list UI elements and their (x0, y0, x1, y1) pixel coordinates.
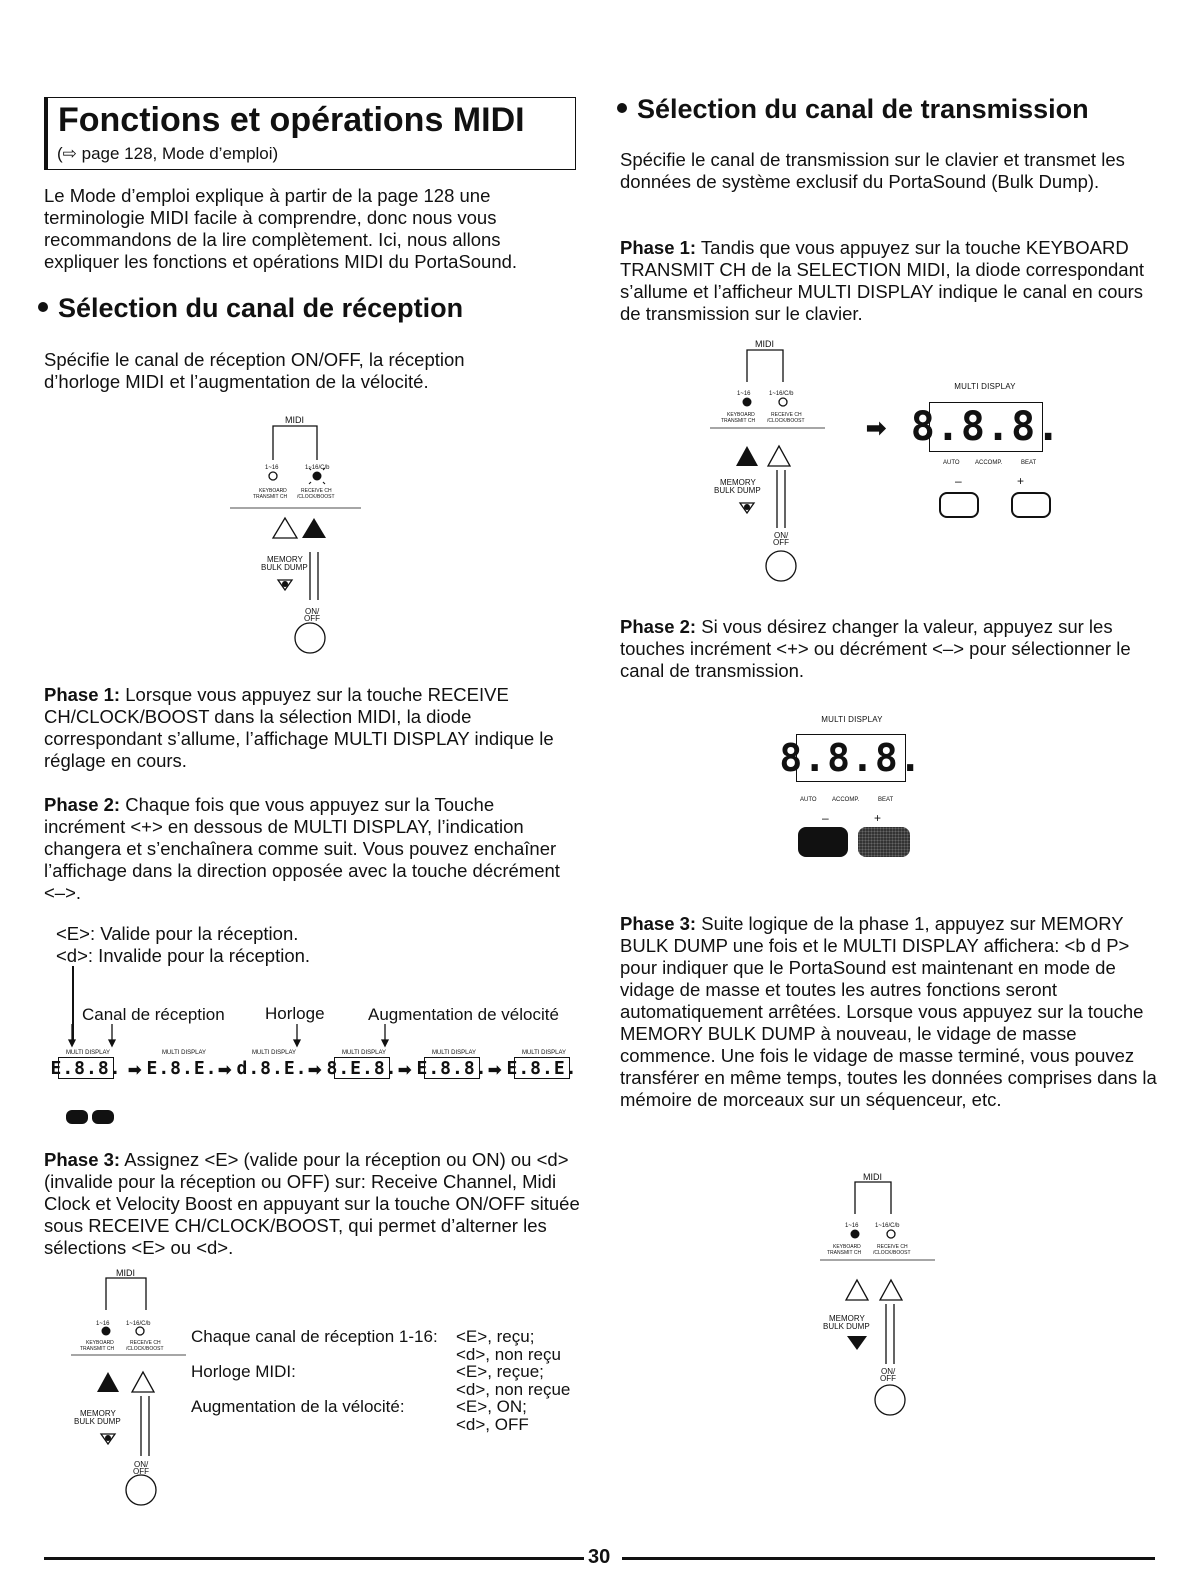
beat-label: BEAT (878, 797, 894, 803)
multi-display-caption: MULTI DISPLAY (431, 1050, 477, 1056)
section-transmission-description: Spécifie le canal de transmission sur le clavier et transmet les données de système exclusif du PortaSound (Bulk Dump). (620, 149, 1125, 192)
bulk-dump-label: BULK DUMP (714, 486, 761, 495)
receive-ch-label: RECEIVE CH (877, 1244, 908, 1250)
midi-panel-diagram-onoff (66, 1266, 191, 1516)
on-label: ON/ (134, 1460, 149, 1469)
midi-label: MIDI (755, 339, 774, 349)
plus-label: + (1017, 474, 1025, 488)
keyboard-label: KEYBOARD (86, 1340, 114, 1346)
sequence-display-5 (416, 1050, 488, 1079)
lcd-readout: E.8.8. (416, 1057, 488, 1079)
intro-paragraph: Le Mode d’emploi explique à partir de la page 128 une terminologie MIDI facile à comprendre, donc nous vous recommandons de la lire complètement. Ici, nous allons expliquer les fonctions et opérations MIDI du PortaSound. (44, 185, 518, 272)
multi-display-caption: MULTI DISPLAY (821, 715, 883, 724)
lcd-readout: d.8.E. (236, 1057, 308, 1079)
multi-display-caption: MULTI DISPLAY (954, 382, 1016, 391)
multi-display-caption: MULTI DISPLAY (341, 1050, 387, 1056)
clock-boost-label: /CLOCK/BOOST (767, 418, 805, 424)
phase3-label: Phase 3: (620, 913, 697, 934)
lcd-readout: E.8.E. (506, 1057, 578, 1079)
left-phase2 (44, 794, 574, 904)
arrow-right-icon: ➡ (128, 1062, 142, 1079)
midi-label: MIDI (285, 415, 304, 425)
label-augmentation: Augmentation de vélocité (368, 1005, 559, 1024)
right-phase3 (620, 913, 1160, 1111)
clock-boost-label: /CLOCK/BOOST (297, 494, 335, 500)
invalid-d-note: <d>: Invalide pour la réception. (56, 945, 311, 966)
valid-e-note: <E>: Valide pour la réception. (56, 923, 299, 944)
reception-table-row-1-v2: <d>, non reçu (456, 1345, 561, 1364)
title-box (44, 97, 576, 170)
increment-button[interactable] (1011, 492, 1051, 518)
transmit-ch-label: TRANSMIT CH (827, 1250, 862, 1256)
page-title: Fonctions et opérations MIDI (58, 101, 525, 139)
minus-label: – (955, 474, 962, 488)
multi-display-panel-2 (779, 715, 923, 825)
increment-button-pressed[interactable] (858, 827, 910, 857)
auto-label: AUTO (943, 460, 960, 466)
phase2-text: Si vous désirez changer la valeur, appuyez sur les touches incrément <+> ou décrément <–> pour sélectionner le canal de transmission. (620, 616, 1131, 681)
midi-label: MIDI (863, 1172, 882, 1182)
phase2-text: Chaque fois que vous appuyez sur la Touche incrément <+> en dessous de MULTI DISPLAY, l’indication changera et s’enchaînera comme suit. Vous pouvez enchaîner l’affichage dans la direction opposée avec la touche décrément <–>. (44, 794, 560, 903)
display-sequence (50, 1050, 578, 1100)
beat-label: BEAT (1021, 460, 1037, 466)
receive-ch-label: RECEIVE CH (771, 412, 802, 418)
plus-button-filled[interactable] (92, 1110, 114, 1124)
off-label: OFF (880, 1374, 896, 1383)
multi-display-panel-1 (910, 382, 1062, 488)
midi-panel-diagram-bulk-dump (815, 1170, 940, 1420)
channel-range-label: 1~16 (265, 465, 279, 471)
transmit-ch-label: TRANSMIT CH (80, 1346, 115, 1352)
transmit-ch-label: TRANSMIT CH (721, 418, 756, 424)
auto-label: AUTO (800, 797, 817, 803)
memory-label: MEMORY (720, 478, 756, 487)
decrement-button-pressed[interactable] (798, 827, 848, 857)
off-label: OFF (304, 614, 320, 623)
midi-panel-diagram-receive (225, 410, 365, 660)
section-reception-title: Sélection du canal de réception (58, 293, 464, 323)
on-label: ON/ (881, 1367, 896, 1376)
channel-range-label: 1~16 (96, 1321, 110, 1327)
section-reception-description: Spécifie le canal de réception ON/OFF, la réception d’horloge MIDI et l’augmentation de la vélocité. (44, 349, 465, 392)
keyboard-label: KEYBOARD (833, 1244, 861, 1250)
reception-table-row-1-label: Chaque canal de réception 1-16: (191, 1327, 438, 1346)
lcd-readout: E.8.E. (146, 1057, 218, 1079)
bullet-icon (38, 302, 48, 312)
reception-table-row-2-v1: <E>, reçue; (456, 1362, 544, 1381)
section-transmission-title: Sélection du canal de transmission (637, 94, 1089, 124)
multi-display-caption: MULTI DISPLAY (161, 1050, 207, 1056)
reception-table-row-3-v1: <E>, ON; (456, 1397, 527, 1416)
off-label: OFF (773, 538, 789, 547)
reception-table-row-1-v1: <E>, reçu; (456, 1327, 535, 1346)
channel-range-label: 1~16 (845, 1223, 859, 1229)
arrow-right-icon: ➡ (218, 1062, 232, 1079)
transmit-ch-label: TRANSMIT CH (253, 494, 288, 500)
receive-ch-label: RECEIVE CH (130, 1340, 161, 1346)
right-phase1 (620, 237, 1160, 325)
channel-range-cb-label: 1~16/C/b (769, 391, 794, 397)
reception-table-row-3-label: Augmentation de la vélocité: (191, 1397, 405, 1416)
off-label: OFF (133, 1467, 149, 1476)
sequence-display-4 (326, 1050, 398, 1079)
footer-rule-right (622, 1557, 1155, 1560)
phase2-label: Phase 2: (44, 794, 121, 815)
sequence-display-2 (146, 1050, 218, 1079)
reception-table-row-2-label: Horloge MIDI: (191, 1362, 296, 1381)
reception-table-row-2-v2: <d>, non reçue (456, 1380, 571, 1399)
bullet-icon (617, 103, 627, 113)
phase1-label: Phase 1: (620, 237, 697, 258)
memory-label: MEMORY (267, 555, 303, 564)
minus-button-filled[interactable] (66, 1110, 88, 1124)
label-horloge: Horloge (265, 1004, 325, 1023)
multi-display-caption: MULTI DISPLAY (65, 1050, 111, 1056)
multi-display-caption: MULTI DISPLAY (521, 1050, 567, 1056)
arrow-right-icon: ➡ (398, 1062, 412, 1079)
lcd-readout: E.8.8. (50, 1057, 122, 1079)
phase3-text: Assignez <E> (valide pour la réception ou ON) ou <d> (invalide pour la réception ou OFF) sur: Receive Channel, Midi Clock et Velocity Boost en appuyant sur la touche ON/OFF située sous RECEIVE CH/CLOCK/BOOST, qui permet d’alterner les sélections <E> ou <d>. (44, 1149, 580, 1258)
channel-range-cb-label: 1~16/C/b (875, 1223, 900, 1229)
on-label: ON/ (305, 607, 320, 616)
keyboard-label: KEYBOARD (259, 488, 287, 494)
channel-range-label: 1~16 (737, 391, 751, 397)
sequence-arrows (60, 1022, 400, 1052)
sequence-display-3 (236, 1050, 308, 1079)
channel-range-cb-label: 1~16/C/b (305, 465, 330, 471)
memory-label: MEMORY (80, 1409, 116, 1418)
on-label: ON/ (774, 531, 789, 540)
channel-range-cb-label: 1~16/C/b (126, 1321, 151, 1327)
phase3-text: Suite logique de la phase 1, appuyez sur MEMORY BULK DUMP une fois et le MULTI DISPLAY affichera: <b d P> pour indiquer que le PortaSound est maintenant en mode de vidage de masse et toutes les autres fonctions seront automatiquement arrêtées. Lorsque vous appuyez sur la touche MEMORY BULK DUMP à nouveau, le vidage de masse commence. Une fois le vidage de masse terminé, vous pouvez transférer en même temps, toutes les données comprises dans la mémoire de morceaux sur un séquenceur, etc. (620, 913, 1157, 1110)
title-reference: (⇨ page 128, Mode d’emploi) (57, 144, 279, 163)
label-canal-de-reception: Canal de réception (82, 1005, 225, 1024)
accomp-label: ACCOMP. (975, 460, 1003, 466)
bulk-dump-label: BULK DUMP (261, 563, 308, 572)
page-number: 30 (588, 1546, 611, 1568)
section-reception-heading (38, 292, 463, 324)
multi-display-lcd: 8.8.8. (910, 404, 1062, 450)
phase2-label: Phase 2: (620, 616, 697, 637)
clock-boost-label: /CLOCK/BOOST (126, 1346, 164, 1352)
midi-label: MIDI (116, 1268, 135, 1278)
phase3-label: Phase 3: (44, 1149, 121, 1170)
memory-label: MEMORY (829, 1314, 865, 1323)
decrement-button[interactable] (939, 492, 979, 518)
reception-table-row-3-v2: <d>, OFF (456, 1415, 529, 1434)
sequence-display-1 (50, 1050, 122, 1079)
phase1-text: Tandis que vous appuyez sur la touche KEYBOARD TRANSMIT CH de la SELECTION MIDI, la diode correspondant s’allume et l’afficheur MULTI DISPLAY indique le canal en cours de transmission sur le clavier. (620, 237, 1145, 324)
keyboard-label: KEYBOARD (727, 412, 755, 418)
multi-display-lcd: 8.8.8. (779, 736, 923, 780)
sequence-display-6 (506, 1050, 578, 1079)
left-phase1 (44, 684, 554, 772)
multi-display-caption: MULTI DISPLAY (251, 1050, 297, 1056)
phase1-text: Lorsque vous appuyez sur la touche RECEIVE CH/CLOCK/BOOST dans la sélection MIDI, la diode correspondant s’allume, l’affichage MULTI DISPLAY indique le réglage en cours. (44, 684, 554, 771)
minus-label: – (822, 811, 829, 825)
lcd-readout: 8.E.8. (326, 1057, 398, 1079)
arrow-right-icon: ➡ (488, 1062, 502, 1079)
left-phase3 (44, 1149, 584, 1259)
right-phase2 (620, 616, 1140, 682)
section-transmission-heading (617, 93, 1089, 125)
receive-ch-label: RECEIVE CH (301, 488, 332, 494)
arrow-right-icon: ➡ (308, 1062, 322, 1079)
bulk-dump-label: BULK DUMP (74, 1417, 121, 1426)
accomp-label: ACCOMP. (832, 797, 860, 803)
footer-rule-left (44, 1557, 584, 1560)
clock-boost-label: /CLOCK/BOOST (873, 1250, 911, 1256)
phase1-label: Phase 1: (44, 684, 121, 705)
bulk-dump-label: BULK DUMP (823, 1322, 870, 1331)
plus-label: + (874, 811, 882, 825)
arrow-right-icon: ➡ (866, 415, 887, 442)
midi-panel-diagram-transmit (705, 336, 845, 586)
